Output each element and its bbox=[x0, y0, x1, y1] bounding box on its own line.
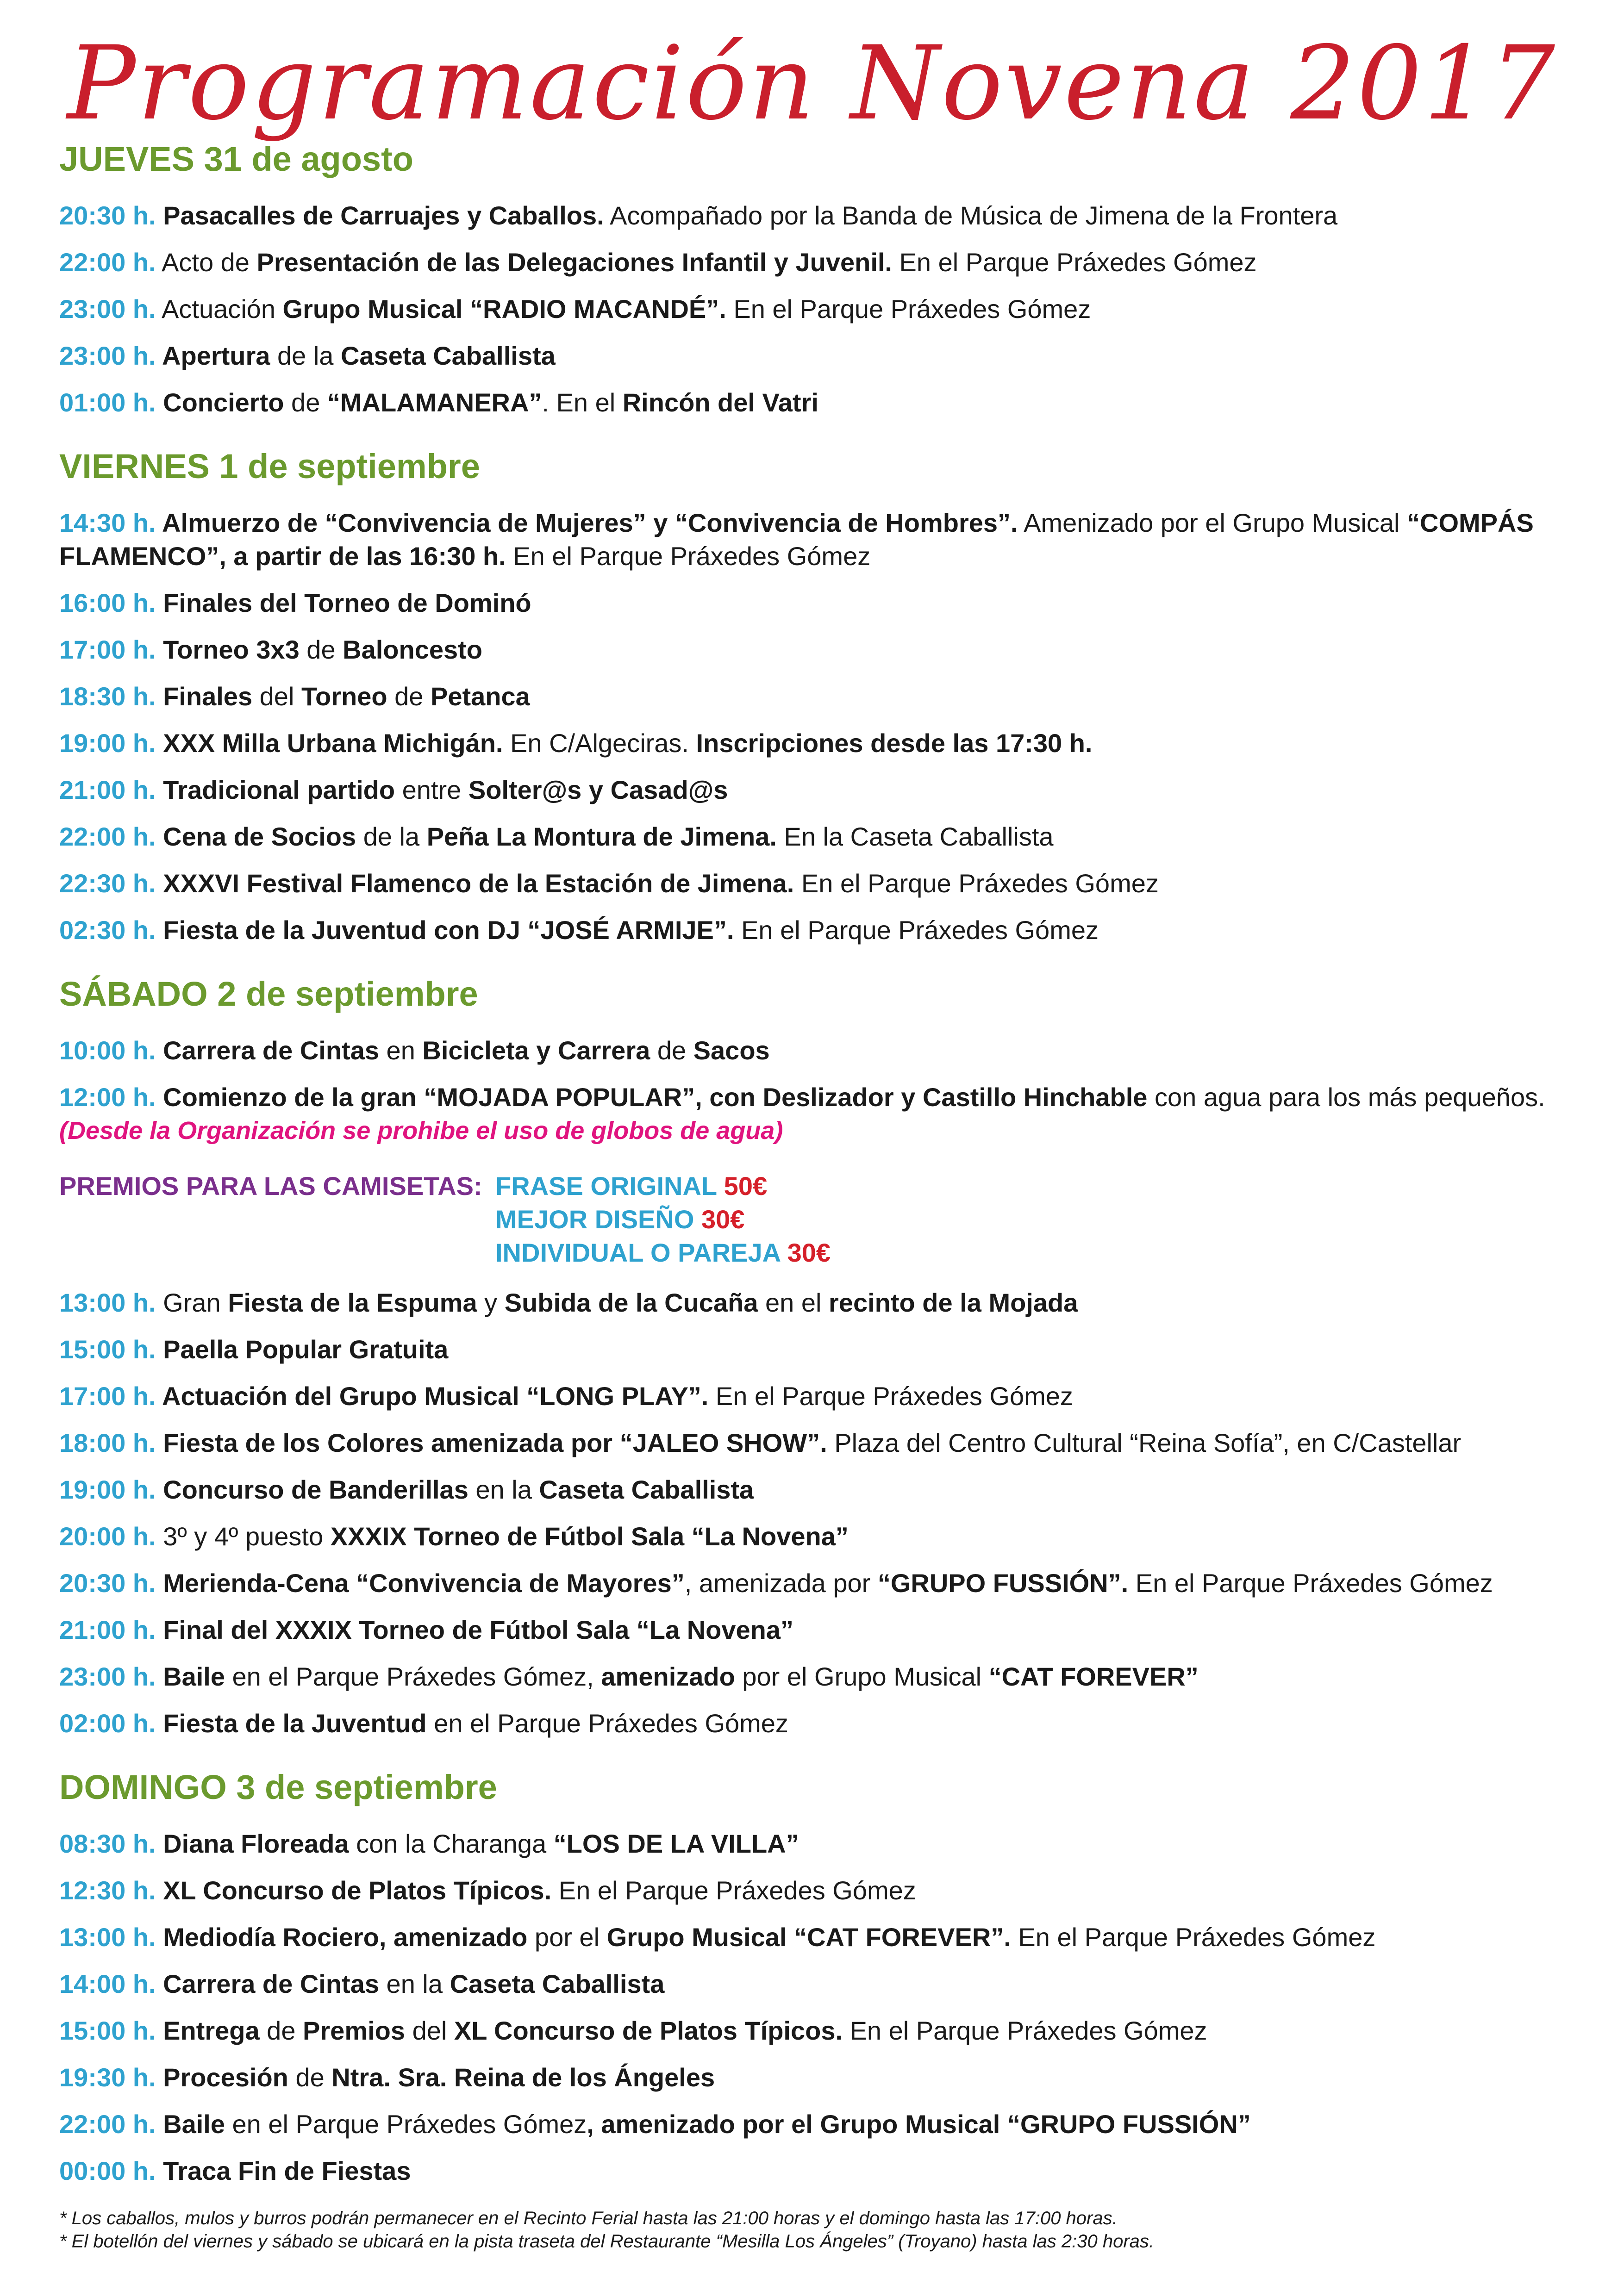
event-time: 00:00 h. bbox=[59, 2156, 156, 2185]
event-item bbox=[59, 1967, 1587, 2001]
event-bold-text: Concurso de Banderillas bbox=[156, 1475, 468, 1504]
event-list bbox=[59, 199, 1587, 419]
event-bold-text: “COMPÁS FLAMENCO”, a partir de las 16:30 h. bbox=[59, 508, 1534, 571]
event-item bbox=[59, 820, 1587, 853]
event-text: en el Parque Práxedes Gómez, bbox=[225, 1662, 601, 1691]
event-text: 3º y 4º puesto bbox=[156, 1522, 331, 1551]
event-bold-text: Inscripciones desde las 17:30 h. bbox=[696, 728, 1093, 758]
event-time: 22:00 h. bbox=[59, 2109, 156, 2139]
event-bold-text: Actuación del Grupo Musical “LONG PLAY”. bbox=[156, 1381, 709, 1411]
footnotes bbox=[59, 2207, 1587, 2253]
event-item bbox=[59, 1034, 1587, 1067]
event-text: con agua para los más pequeños. bbox=[1147, 1083, 1545, 1112]
event-text: En el Parque Práxedes Gómez bbox=[843, 2016, 1207, 2045]
event-item bbox=[59, 727, 1587, 760]
prize-item bbox=[495, 1170, 831, 1203]
event-time: 17:00 h. bbox=[59, 1381, 156, 1411]
event-bold-text: Finales bbox=[156, 682, 253, 711]
event-text: con la Charanga bbox=[349, 1829, 554, 1858]
event-bold-text: Caseta Caballista bbox=[450, 1969, 665, 1998]
event-item bbox=[59, 2154, 1587, 2188]
event-text: de bbox=[259, 2016, 303, 2045]
event-text: . En el bbox=[542, 388, 623, 417]
event-time: 20:30 h. bbox=[59, 1568, 156, 1598]
event-item bbox=[59, 1613, 1587, 1647]
event-bold-text: Entrega bbox=[156, 2016, 260, 2045]
event-item bbox=[59, 1827, 1587, 1860]
event-bold-text: Peña La Montura de Jimena. bbox=[426, 822, 777, 851]
event-bold-text: Solter@s y Casad@s bbox=[468, 775, 728, 804]
event-bold-text: XXXIX Torneo de Fútbol Sala “La Novena” bbox=[330, 1522, 849, 1551]
event-item bbox=[59, 1707, 1587, 1740]
event-text: en el bbox=[758, 1288, 829, 1317]
event-time: 14:00 h. bbox=[59, 1969, 156, 1998]
event-item bbox=[59, 1921, 1587, 1954]
event-item bbox=[59, 1426, 1587, 1460]
event-time: 12:30 h. bbox=[59, 1876, 156, 1905]
event-text: En el Parque Práxedes Gómez bbox=[708, 1381, 1073, 1411]
event-bold-text: Paella Popular Gratuita bbox=[156, 1335, 449, 1364]
event-text: En el Parque Práxedes Gómez bbox=[506, 541, 871, 571]
event-text: En el Parque Práxedes Gómez bbox=[551, 1876, 916, 1905]
event-bold-text: amenizado bbox=[601, 1662, 735, 1691]
event-text: de bbox=[288, 2063, 332, 2092]
event-item bbox=[59, 1333, 1587, 1366]
event-bold-text: Almuerzo de “Convivencia de Mujeres” y “Convivencia de Hombres”. bbox=[156, 508, 1018, 537]
event-bold-text: “MALAMANERA” bbox=[327, 388, 542, 417]
prize-amount: 50€ bbox=[724, 1171, 768, 1201]
event-text: Actuación bbox=[156, 294, 283, 324]
event-text: por el bbox=[527, 1923, 607, 1952]
event-time: 17:00 h. bbox=[59, 635, 156, 664]
event-text: y bbox=[477, 1288, 505, 1317]
event-text: en la bbox=[379, 1969, 450, 1998]
event-time: 10:00 h. bbox=[59, 1036, 156, 1065]
event-text: En C/Algeciras. bbox=[503, 728, 696, 758]
event-bold-text: XL Concurso de Platos Típicos. bbox=[454, 2016, 843, 2045]
event-time: 02:00 h. bbox=[59, 1709, 156, 1738]
event-bold-text: Caseta Caballista bbox=[340, 341, 556, 370]
footnote: * Los caballos, mulos y burros podrán permanecer en el Recinto Ferial hasta las 21:00 horas y el domingo hasta las 17:00 horas. bbox=[59, 2208, 1118, 2228]
event-text: En la Caseta Caballista bbox=[776, 822, 1054, 851]
day-heading: VIERNES 1 de septiembre bbox=[59, 447, 480, 485]
event-bold-text: Concierto bbox=[156, 388, 284, 417]
event-list bbox=[59, 1827, 1587, 2188]
event-text: del bbox=[405, 2016, 454, 2045]
day-section bbox=[59, 974, 1587, 1740]
event-bold-text: “CAT FOREVER” bbox=[988, 1662, 1199, 1691]
event-bold-text: Torneo bbox=[301, 682, 387, 711]
event-time: 23:00 h. bbox=[59, 1662, 156, 1691]
event-bold-text: Sacos bbox=[693, 1036, 770, 1065]
event-bold-text: Bicicleta y Carrera bbox=[422, 1036, 650, 1065]
event-text: en la bbox=[468, 1475, 539, 1504]
page-title: Programación Novena 2017 bbox=[67, 24, 1557, 143]
event-item bbox=[59, 914, 1587, 947]
event-time: 20:00 h. bbox=[59, 1522, 156, 1551]
event-time: 15:00 h. bbox=[59, 1335, 156, 1364]
event-text: de la bbox=[270, 341, 341, 370]
event-item bbox=[59, 773, 1587, 807]
event-time: 22:30 h. bbox=[59, 869, 156, 898]
event-time: 01:00 h. bbox=[59, 388, 156, 417]
event-item bbox=[59, 506, 1587, 573]
event-item bbox=[59, 867, 1587, 900]
prizes-label: PREMIOS PARA LAS CAMISETAS: bbox=[59, 1171, 482, 1201]
event-time: 08:30 h. bbox=[59, 1829, 156, 1858]
event-text: por el Grupo Musical bbox=[735, 1662, 989, 1691]
event-time: 02:30 h. bbox=[59, 915, 156, 945]
event-time: 23:00 h. bbox=[59, 294, 156, 324]
event-item bbox=[59, 246, 1587, 279]
event-bold-text: Caseta Caballista bbox=[539, 1475, 754, 1504]
event-item bbox=[59, 1286, 1587, 1319]
event-item bbox=[59, 292, 1587, 326]
event-bold-text: Premios bbox=[303, 2016, 406, 2045]
event-item bbox=[59, 633, 1587, 666]
event-text: en el Parque Práxedes Gómez bbox=[426, 1709, 788, 1738]
event-time: 13:00 h. bbox=[59, 1288, 156, 1317]
event-time: 15:00 h. bbox=[59, 2016, 156, 2045]
event-bold-text: “LOS DE LA VILLA” bbox=[553, 1829, 799, 1858]
event-bold-text: Baile bbox=[156, 1662, 225, 1691]
event-time: 13:00 h. bbox=[59, 1923, 156, 1952]
event-text: en bbox=[379, 1036, 423, 1065]
event-bold-text: XL Concurso de Platos Típicos. bbox=[156, 1876, 552, 1905]
event-bold-text: Presentación de las Delegaciones Infantil y Juvenil. bbox=[256, 248, 892, 277]
event-time: 14:30 h. bbox=[59, 508, 156, 537]
day-heading: SÁBADO 2 de septiembre bbox=[59, 975, 478, 1013]
event-bold-text: Rincón del Vatri bbox=[622, 388, 818, 417]
prize-name: FRASE ORIGINAL bbox=[495, 1171, 724, 1201]
event-text: En el Parque Práxedes Gómez bbox=[734, 915, 1099, 945]
event-text: En el Parque Práxedes Gómez bbox=[1128, 1568, 1493, 1598]
event-bold-text: Grupo Musical “RADIO MACANDÉ”. bbox=[282, 294, 726, 324]
event-bold-text: Mediodía Rociero, amenizado bbox=[156, 1923, 528, 1952]
event-bold-text: Pasacalles de Carruajes y Caballos. bbox=[156, 201, 604, 230]
event-bold-text: Baloncesto bbox=[343, 635, 482, 664]
event-bold-text: Fiesta de la Juventud bbox=[156, 1709, 427, 1738]
event-text: de bbox=[650, 1036, 693, 1065]
event-bold-text: Subida de la Cucaña bbox=[504, 1288, 758, 1317]
prize-item bbox=[495, 1203, 831, 1236]
prize-item bbox=[495, 1236, 831, 1269]
event-bold-text: Comienzo de la gran “MOJADA POPULAR”, con Deslizador y Castillo Hinchable bbox=[156, 1083, 1148, 1112]
event-item bbox=[59, 586, 1587, 620]
event-text: En el Parque Práxedes Gómez bbox=[1011, 1923, 1376, 1952]
event-time: 21:00 h. bbox=[59, 775, 156, 804]
prizes-block bbox=[59, 1170, 1587, 1269]
event-bold-text: Fiesta de la Juventud con DJ “JOSÉ ARMIJE”. bbox=[156, 915, 734, 945]
event-note: (Desde la Organización se prohibe el uso de globos de agua) bbox=[59, 1117, 783, 1145]
event-item bbox=[59, 2108, 1587, 2141]
event-text: de bbox=[387, 682, 431, 711]
event-list bbox=[59, 1034, 1587, 1147]
event-bold-text: XXX Milla Urbana Michigán. bbox=[156, 728, 503, 758]
event-item bbox=[59, 1520, 1587, 1553]
event-time: 16:00 h. bbox=[59, 588, 156, 617]
event-bold-text: Grupo Musical “CAT FOREVER”. bbox=[606, 1923, 1011, 1952]
event-bold-text: Final del XXXIX Torneo de Fútbol Sala “La Novena” bbox=[156, 1615, 793, 1644]
event-text: del bbox=[252, 682, 301, 711]
event-text: Plaza del Centro Cultural “Reina Sofía”, en C/Castellar bbox=[827, 1428, 1462, 1457]
event-bold-text: Finales del Torneo de Dominó bbox=[156, 588, 531, 617]
event-bold-text: Torneo 3x3 bbox=[156, 635, 300, 664]
event-time: 18:30 h. bbox=[59, 682, 156, 711]
prize-name: INDIVIDUAL O PAREJA bbox=[495, 1238, 787, 1267]
event-bold-text: Traca Fin de Fiestas bbox=[156, 2156, 411, 2185]
event-bold-text: Carrera de Cintas bbox=[156, 1969, 379, 1998]
event-text: Acompañado por la Banda de Música de Jimena de la Frontera bbox=[604, 201, 1338, 230]
event-bold-text: “GRUPO FUSSIÓN”. bbox=[877, 1568, 1129, 1598]
event-item bbox=[59, 2014, 1587, 2047]
event-text: entre bbox=[395, 775, 468, 804]
event-item bbox=[59, 1567, 1587, 1600]
prizes-list bbox=[495, 1170, 831, 1269]
event-bold-text: Carrera de Cintas bbox=[156, 1036, 379, 1065]
event-text: en el Parque Práxedes Gómez bbox=[225, 2109, 587, 2139]
event-list bbox=[59, 1286, 1587, 1740]
event-bold-text: , amenizado por el Grupo Musical “GRUPO FUSSIÓN” bbox=[587, 2109, 1251, 2139]
prize-name: MEJOR DISEÑO bbox=[495, 1205, 701, 1234]
event-item bbox=[59, 199, 1587, 232]
event-time: 19:00 h. bbox=[59, 1475, 156, 1504]
footnote: * El botellón del viernes y sábado se ubicará en la pista traseta del Restaurante “Mesilla Los Ángeles” (Troyano) hasta las 2:30 horas. bbox=[59, 2231, 1154, 2252]
event-bold-text: XXXVI Festival Flamenco de la Estación de Jimena. bbox=[156, 869, 794, 898]
event-item bbox=[59, 1473, 1587, 1506]
event-time: 22:00 h. bbox=[59, 248, 156, 277]
event-item bbox=[59, 2061, 1587, 2094]
event-text: de bbox=[284, 388, 327, 417]
event-item bbox=[59, 1874, 1587, 1907]
event-time: 19:30 h. bbox=[59, 2063, 156, 2092]
event-time: 18:00 h. bbox=[59, 1428, 156, 1457]
event-item bbox=[59, 1660, 1587, 1693]
prize-amount: 30€ bbox=[787, 1238, 831, 1267]
event-bold-text: Procesión bbox=[156, 2063, 288, 2092]
event-bold-text: Fiesta de la Espuma bbox=[228, 1288, 477, 1317]
event-time: 12:00 h. bbox=[59, 1083, 156, 1112]
event-item bbox=[59, 386, 1587, 419]
prize-amount: 30€ bbox=[701, 1205, 745, 1234]
event-bold-text: Ntra. Sra. Reina de los Ángeles bbox=[331, 2063, 715, 2092]
event-item bbox=[59, 680, 1587, 713]
event-bold-text: Merienda-Cena “Convivencia de Mayores” bbox=[156, 1568, 685, 1598]
event-text: de bbox=[299, 635, 343, 664]
event-time: 19:00 h. bbox=[59, 728, 156, 758]
event-text: Acto de bbox=[156, 248, 257, 277]
event-time: 21:00 h. bbox=[59, 1615, 156, 1644]
event-text: En el Parque Práxedes Gómez bbox=[726, 294, 1091, 324]
day-heading: JUEVES 31 de agosto bbox=[59, 140, 413, 178]
event-text: En el Parque Práxedes Gómez bbox=[794, 869, 1159, 898]
event-text: Amenizado por el Grupo Musical bbox=[1018, 508, 1407, 537]
day-section bbox=[59, 446, 1587, 947]
event-text: Gran bbox=[156, 1288, 228, 1317]
event-text: de la bbox=[356, 822, 427, 851]
event-bold-text: Apertura bbox=[156, 341, 270, 370]
event-time: 23:00 h. bbox=[59, 341, 156, 370]
event-bold-text: Cena de Socios bbox=[156, 822, 356, 851]
event-bold-text: Tradicional partido bbox=[156, 775, 395, 804]
event-bold-text: Petanca bbox=[430, 682, 530, 711]
event-bold-text: Baile bbox=[156, 2109, 225, 2139]
event-time: 20:30 h. bbox=[59, 201, 156, 230]
event-list bbox=[59, 506, 1587, 947]
event-bold-text: Fiesta de los Colores amenizada por “JALEO SHOW”. bbox=[156, 1428, 827, 1457]
event-bold-text: recinto de la Mojada bbox=[829, 1288, 1078, 1317]
day-section bbox=[59, 1767, 1587, 2188]
event-item bbox=[59, 1081, 1587, 1114]
event-item bbox=[59, 339, 1587, 373]
schedule-content bbox=[59, 139, 1587, 2215]
event-bold-text: Diana Floreada bbox=[156, 1829, 349, 1858]
day-section bbox=[59, 139, 1587, 419]
event-text: , amenizada por bbox=[684, 1568, 878, 1598]
day-heading: DOMINGO 3 de septiembre bbox=[59, 1768, 497, 1806]
event-item bbox=[59, 1380, 1587, 1413]
event-time: 22:00 h. bbox=[59, 822, 156, 851]
event-text: En el Parque Práxedes Gómez bbox=[892, 248, 1257, 277]
